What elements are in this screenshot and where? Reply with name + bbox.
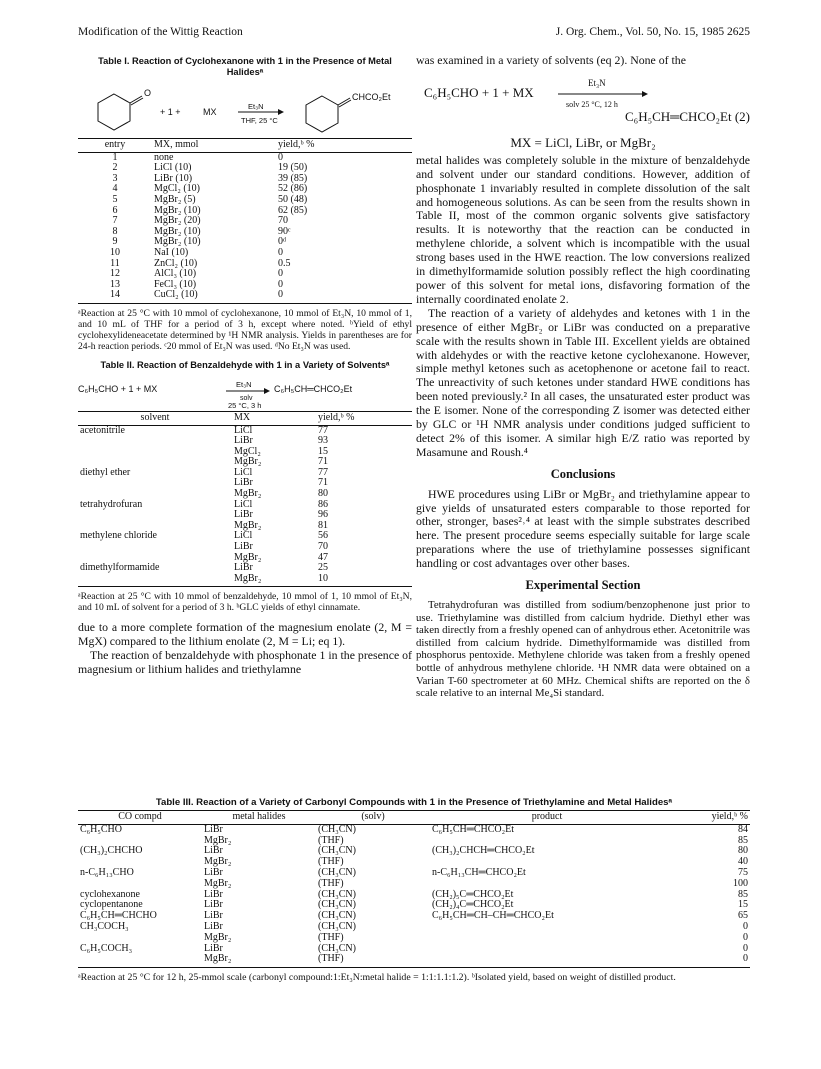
- table3-cell: [430, 944, 664, 955]
- table1-row: [78, 290, 412, 303]
- table2-cell: LiBr: [234, 477, 253, 489]
- table1-cell: 9: [112, 236, 118, 248]
- left-column: [78, 54, 412, 677]
- table1-row: [78, 184, 412, 195]
- table1-cell: 2: [112, 162, 118, 174]
- table1-cell: 0: [278, 268, 283, 280]
- table1-cell: 70: [278, 215, 288, 227]
- table3-cell: (CH₂)₅C═CHCO₂Et: [432, 888, 514, 900]
- right-paragraph-1: metal halides was completely soluble in the mixture of benzaldehyde and solvent under our standard conditions. However, addition of phosphonate 1 invariably resulted in complete dissolution of the salt and homogeneous solutions. As can be seen from the results shown in Table II, most of the common organic solvents give satisfactory results. It is noteworthy that the reaction can be conducted in methylene chloride, a solvent which is incompatible with the usual strong bases used in the HWE reaction. The low conversions realized in dimethylformamide solution possibly reflect the high coordinating power of this solvent for metal ions, disfavoring formation of the internally coordinated enolate 2.: [416, 152, 750, 306]
- table2-cell: acetonitrile: [80, 424, 125, 436]
- scheme2-condition-top: Et₃N: [236, 379, 252, 389]
- table2-cell: 96: [318, 509, 328, 521]
- table1-cell: 4: [112, 183, 118, 195]
- table1-footnote: ᵃReaction at 25 °C with 10 mmol of cyclohexanone, 10 mmol of Et₃N, 10 mmol of 1, and 10 mL of THF for a period of 3 h, except where noted. ᵇYield of ethyl cyclohexylideneacetate determined by ¹H NMR analysis. Yields in parentheses are for 24-h reaction periods. ᶜ20 mmol of Et₃N was used. ᵈNo Et₃N was used.: [78, 307, 412, 352]
- scheme2-condition-mid: solv: [240, 394, 253, 402]
- table3-cell: 0: [743, 920, 748, 932]
- table2-cell: MgCl₂: [234, 445, 261, 457]
- table1-cell: 52 (86): [278, 183, 308, 195]
- table2-cell: MgBr₂: [234, 488, 262, 500]
- table2-cell: [78, 510, 232, 521]
- table1-cell: MgBr₂ (5): [154, 193, 196, 205]
- table1-cell: 0: [278, 246, 283, 258]
- table1-cell: 6: [112, 204, 118, 216]
- table1-header-entry: entry: [78, 139, 152, 153]
- table1-cell: 1: [112, 151, 118, 163]
- right-paragraph-2: The reaction of a variety of aldehydes and ketones with 1 in the presence of either MgBr₂ or LiBr was conducted on a preparative scale with the results shown in Table III. Excellent yields are obtained with aldehydes or with the reactive ketone cyclohexanone. However, simple methyl ketones such as acetophenone or acetone fail to react. The unreactivity of such ketones under standard HWE conditions has been noted previously.² In all cases, the unsaturated ester product was the E isomer. None of the corresponding Z isomer was detected either by GLC or ¹H NMR analysis under conditions judged sufficient to detect 2% of this isomer. A similar high E/Z ratio was reported by Masamune and Roush.⁴: [416, 305, 750, 459]
- table3-cell: LiBr: [204, 823, 223, 835]
- table3-cell: 0: [743, 942, 748, 954]
- table3-cell: cyclohexanone: [80, 888, 140, 900]
- table3-header-halides: metal halides: [202, 811, 316, 825]
- table1-cell: 14: [78, 290, 152, 303]
- table2-cell: [78, 574, 232, 587]
- table2-cell: 86: [318, 498, 328, 510]
- table3-cell: 0: [743, 931, 748, 943]
- eq-product: C₆H₅CH═CHCO₂Et (2): [624, 108, 750, 124]
- table3-cell: (CH₂)₄C═CHCO₂Et: [432, 899, 514, 911]
- table2-cell: methylene chloride: [80, 530, 157, 542]
- table3-cell: MgBr₂: [204, 931, 232, 943]
- table2-row: [78, 574, 412, 587]
- table3-cell: (CH₃CN): [318, 910, 356, 922]
- table2-header-mx: MX: [232, 411, 316, 425]
- scheme2-product: C₆H₅CH═CHCO₂Et: [274, 383, 353, 394]
- table3-header-solv: (solv): [316, 811, 430, 825]
- table2-cell: 93: [318, 435, 328, 447]
- table1-cell: 10: [110, 246, 120, 258]
- eq-reactants: C₆H₅CHO + 1 + MX: [424, 84, 534, 100]
- table1-cell: MgBr₂ (20): [154, 215, 201, 227]
- table3-cell: 40: [738, 856, 748, 868]
- table2-cell: LiCl: [234, 530, 253, 542]
- table2-cell: 56: [318, 530, 328, 542]
- carbonyl-oxygen-label: O: [144, 88, 152, 98]
- table3-footnote: ᵃReaction at 25 °C for 12 h, 25-mmol scale (carbonyl compound:1:Et₃N:metal halide = 1:1:1.1:1.2). ᵇIsolated yield, based on weight of distilled product.: [78, 972, 676, 984]
- table3-cell: n-C₆H₁₃CH═CHCO₂Et: [432, 866, 526, 878]
- table2-cell: 81: [318, 519, 328, 531]
- table3-cell: n-C₆H₁₃CHO: [80, 866, 134, 878]
- table2-footnote: ᵃReaction at 25 °C with 10 mmol of benzaldehyde, 10 mmol of 1, 10 mmol of Et₃N, and 10 mL of solvent for a period of 3 h. ᵇGLC yields of ethyl cinnamate.: [78, 591, 412, 614]
- table1-cell: 50 (48): [278, 193, 308, 205]
- table1-cell: 8: [112, 225, 118, 237]
- table1-cell: 62 (85): [278, 204, 308, 216]
- table3-row: [78, 879, 750, 890]
- table1-cell: CuCl₂ (10): [152, 290, 276, 303]
- table2-cell: [78, 478, 232, 489]
- table2: [78, 411, 412, 588]
- table3-cell: 100: [733, 877, 748, 889]
- table3-cell: C₆H₅CH═CHCO₂Et: [432, 823, 514, 835]
- table3-cell: (THF): [318, 877, 344, 889]
- table2-cell: dimethylformamide: [80, 562, 160, 574]
- table1-cell: 0ᵈ: [278, 236, 287, 248]
- table3-row: [78, 857, 750, 868]
- table3-cell: cyclopentanone: [80, 899, 143, 911]
- table3-cell: (CH₃CN): [318, 920, 356, 932]
- table1-header-mx: MX, mmol: [152, 139, 276, 153]
- table1-cell: 13: [110, 278, 120, 290]
- table1-row: [78, 195, 412, 206]
- table3-cell: 80: [738, 845, 748, 857]
- table3-cell: 85: [738, 888, 748, 900]
- table2-cell: LiCl: [234, 466, 253, 478]
- table3-cell: C₆H₅CHO: [80, 823, 122, 835]
- table1-row: [78, 163, 412, 174]
- table1-cell: MgBr₂ (10): [154, 225, 201, 237]
- table3-cell: 0: [664, 954, 750, 967]
- table3-block: [78, 797, 750, 983]
- table1-header-yield: yield,ᵇ %: [276, 139, 412, 153]
- table1-row: [78, 237, 412, 248]
- table3-cell: (THF): [318, 834, 344, 846]
- table3-cell: (THF): [318, 931, 344, 943]
- table1-row: [78, 280, 412, 291]
- left-paragraph-1: due to a more complete formation of the magnesium enolate (2, M = MgX) compared to the lithium enolate (2, M = Li; eq 1).: [78, 620, 412, 649]
- table2-cell: 10: [316, 574, 412, 587]
- table2-header-yield: yield,ᵇ %: [316, 411, 412, 425]
- table3-row: [78, 954, 750, 967]
- table3-row: [78, 836, 750, 847]
- table3-cell: (THF): [316, 954, 430, 967]
- table3-cell: MgBr₂: [204, 856, 232, 868]
- table3-cell: 75: [738, 866, 748, 878]
- table1: [78, 138, 412, 304]
- table3-cell: [430, 954, 664, 967]
- table2-cell: 71: [318, 477, 328, 489]
- table1-row: [78, 174, 412, 185]
- scheme-product-label: CHCO₂Et: [352, 92, 391, 102]
- table1-cell: ZnCl₂ (10): [154, 257, 198, 269]
- table2-cell: 25: [318, 562, 328, 574]
- table1-cell: LiBr (10): [154, 172, 193, 184]
- table2-scheme: [78, 375, 412, 409]
- table1-cell: 7: [112, 215, 118, 227]
- table3-cell: LiBr: [204, 899, 223, 911]
- table3-cell: C₆H₅COCH₃: [80, 942, 133, 954]
- table3-cell: LiBr: [204, 888, 223, 900]
- eq-condition-bottom: solv 25 °C, 12 h: [566, 99, 618, 109]
- table3-cell: (CH₃CN): [318, 899, 356, 911]
- table3-cell: [430, 879, 664, 890]
- table1-cell: NaI (10): [154, 246, 189, 258]
- table2-cell: LiCl: [234, 498, 253, 510]
- table2-cell: [78, 436, 232, 447]
- table3-cell: 85: [738, 834, 748, 846]
- table2-cell: 70: [318, 541, 328, 553]
- table1-scheme: [78, 82, 412, 136]
- experimental-paragraph: Tetrahydrofuran was distilled from sodium/benzophenone just prior to use. Triethylamine was distilled from calcium hydride. Diethyl ether was taken directly from a freshly opened can of anhydrous ether. Acetonitrile was distilled from calcium hydride. Dimethylformamide was distilled from phosphorus pentoxide. Methylene chloride was taken from a freshly opened bottle of anhydrous methylene chloride. ¹H NMR data were obtained on a Varian T-60 spectrometer at 60 MHz. Chemical shifts are reported on the δ scale relative to an internal Me₄Si standard.: [416, 599, 750, 700]
- table1-row: [78, 227, 412, 238]
- table3-row: [78, 846, 750, 857]
- table2-cell: MgBr₂: [234, 551, 262, 563]
- table2-cell: [78, 447, 232, 458]
- table3-cell: LiBr: [204, 845, 223, 857]
- table3-cell: (CH₃)₂CHCH═CHCO₂Et: [432, 845, 535, 857]
- scheme2-condition-bottom: 25 °C, 3 h: [228, 400, 262, 410]
- table3-cell: C₆H₅CH═CHCHO: [80, 910, 157, 922]
- table3-cell: MgBr₂: [204, 877, 232, 889]
- table3-cell: 84: [738, 823, 748, 835]
- scheme-condition-bottom: THF, 25 °C: [241, 116, 278, 125]
- table3-cell: C₆H₅CH═CH–CH═CHCO₂Et: [432, 910, 554, 922]
- table2-cell: LiBr: [234, 541, 253, 553]
- table3-cell: CH₃COCH₃: [80, 920, 129, 932]
- table3-cell: (THF): [318, 856, 344, 868]
- table2-cell: LiCl: [234, 424, 253, 436]
- table1-cell: FeCl₃ (10): [154, 278, 197, 290]
- table1-cell: AlCl₃ (10): [154, 268, 197, 280]
- table3-cell: LiBr: [204, 942, 223, 954]
- table1-cell: MgCl₂ (10): [154, 183, 200, 195]
- table2-cell: 80: [318, 488, 328, 500]
- table3-header-product: product: [430, 811, 664, 825]
- journal-citation: J. Org. Chem., Vol. 50, No. 15, 1985 2625: [555, 26, 750, 38]
- table2-cell: LiBr: [234, 562, 253, 574]
- table3-row: [78, 868, 750, 879]
- table3-cell: (CH₃)₂CHCHO: [80, 845, 143, 857]
- table3-cell: (CH₃CN): [318, 823, 356, 835]
- table3-row: [78, 890, 750, 901]
- table3-cell: (CH₃CN): [318, 942, 356, 954]
- right-intro: was examined in a variety of solvents (eq 2). None of the: [416, 53, 686, 67]
- table3-cell: LiBr: [204, 866, 223, 878]
- table1-cell: 19 (50): [278, 162, 308, 174]
- table3-cell: (CH₃CN): [318, 888, 356, 900]
- table3-cell: (CH₃CN): [318, 845, 356, 857]
- eq-condition-top: Et₃N: [588, 77, 606, 88]
- table3-header-yield: yield,ᵇ %: [664, 811, 750, 825]
- table3-caption: Table III. Reaction of a Variety of Carbonyl Compounds with 1 in the Presence of Triethylamine and Metal Halidesᵃ: [155, 797, 673, 808]
- table3-cell: LiBr: [204, 910, 223, 922]
- table1-row: [78, 216, 412, 227]
- table3: [78, 810, 750, 968]
- table1-cell: 0: [278, 151, 283, 163]
- eq-mx-definition: MX = LiCl, LiBr, or MgBr₂: [510, 134, 656, 150]
- table3-cell: [430, 922, 664, 933]
- table1-cell: 12: [110, 268, 120, 280]
- table1-cell: 0.5: [278, 257, 291, 269]
- table2-header-solvent: solvent: [78, 411, 232, 425]
- table1-row: [78, 259, 412, 270]
- table2-cell: LiBr: [234, 509, 253, 521]
- table1-cell: LiCl (10): [154, 162, 192, 174]
- table1-row: [78, 206, 412, 217]
- table1-cell: 90ᶜ: [278, 225, 291, 237]
- table3-row: [78, 911, 750, 922]
- conclusions-heading: Conclusions: [550, 466, 616, 481]
- running-title: Modification of the Wittig Reaction: [78, 26, 243, 38]
- table2-cell: MgBr₂: [234, 456, 262, 468]
- table1-cell: 11: [110, 257, 120, 269]
- table2-caption: Table II. Reaction of Benzaldehyde with 1 in a Variety of Solventsᵃ: [100, 359, 390, 370]
- table3-cell: [78, 879, 202, 890]
- table3-row: [78, 922, 750, 933]
- table1-row: [78, 248, 412, 259]
- scheme-condition-top: Et₃N: [248, 102, 264, 111]
- table1-cell: 39 (85): [278, 172, 308, 184]
- conclusions-paragraph: HWE procedures using LiBr or MgBr₂ and triethylamine appear to give yields of unsaturated esters comparable to those reported for other, stronger, bases²˒⁴ at least with the simple substrates described here. The present procedure seems especially suitable for large scale preparations where the use of triethylamine possesses significant handling or cost advantages over other bases.: [416, 486, 750, 571]
- table1-caption: Table I. Reaction of Cyclohexanone with 1 in the Presence of Metal Halidesᵃ: [98, 56, 392, 77]
- table1-row: [78, 269, 412, 280]
- table1-cell: 3: [112, 172, 118, 184]
- table3-row: [78, 900, 750, 911]
- experimental-heading: Experimental Section: [525, 578, 641, 593]
- table3-cell: MgBr₂: [204, 834, 232, 846]
- table2-cell: 77: [318, 424, 328, 436]
- table1-cell: MgBr₂ (10): [154, 236, 201, 248]
- table3-cell: (CH₃CN): [318, 866, 356, 878]
- table2-cell: 15: [318, 445, 328, 457]
- table1-cell: MgBr₂ (10): [154, 204, 201, 216]
- table3-cell: MgBr₂: [202, 954, 316, 967]
- table1-cell: none: [154, 151, 174, 163]
- table2-cell: 77: [318, 466, 328, 478]
- table2-cell: [78, 542, 232, 553]
- table2-cell: 71: [318, 456, 328, 468]
- table2-cell: LiBr: [234, 435, 253, 447]
- scheme-plus-reagent: + 1 +: [160, 107, 181, 117]
- table3-cell: LiBr: [204, 920, 223, 932]
- table1-row: [78, 152, 412, 163]
- table3-cell: 15: [738, 899, 748, 911]
- scheme-mx: MX: [203, 107, 217, 117]
- table3-row: [78, 933, 750, 944]
- table3-cell: [430, 933, 664, 944]
- table1-cell: 5: [112, 193, 118, 205]
- table3-header-compd: CO compd: [78, 811, 202, 825]
- table3-cell: [78, 954, 202, 967]
- table3-row: [78, 824, 750, 835]
- table2-cell: MgBr₂: [234, 519, 262, 531]
- equation-2: [416, 68, 750, 134]
- table1-cell: 0: [278, 278, 283, 290]
- table3-cell: 65: [738, 910, 748, 922]
- table1-cell: 0: [276, 290, 412, 303]
- table2-cell: 47: [318, 551, 328, 563]
- scheme2-reactants: C₆H₅CHO + 1 + MX: [78, 383, 158, 394]
- right-column: [416, 54, 750, 700]
- left-paragraph-2: The reaction of benzaldehyde with phosphonate 1 in the presence of magnesium or lithium halides and triethylamne: [78, 648, 412, 677]
- table3-row: [78, 944, 750, 955]
- table2-cell: tetrahydrofuran: [80, 498, 143, 510]
- table2-cell: MgBr₂: [232, 574, 316, 587]
- table3-cell: [78, 933, 202, 944]
- table2-cell: diethyl ether: [80, 466, 131, 478]
